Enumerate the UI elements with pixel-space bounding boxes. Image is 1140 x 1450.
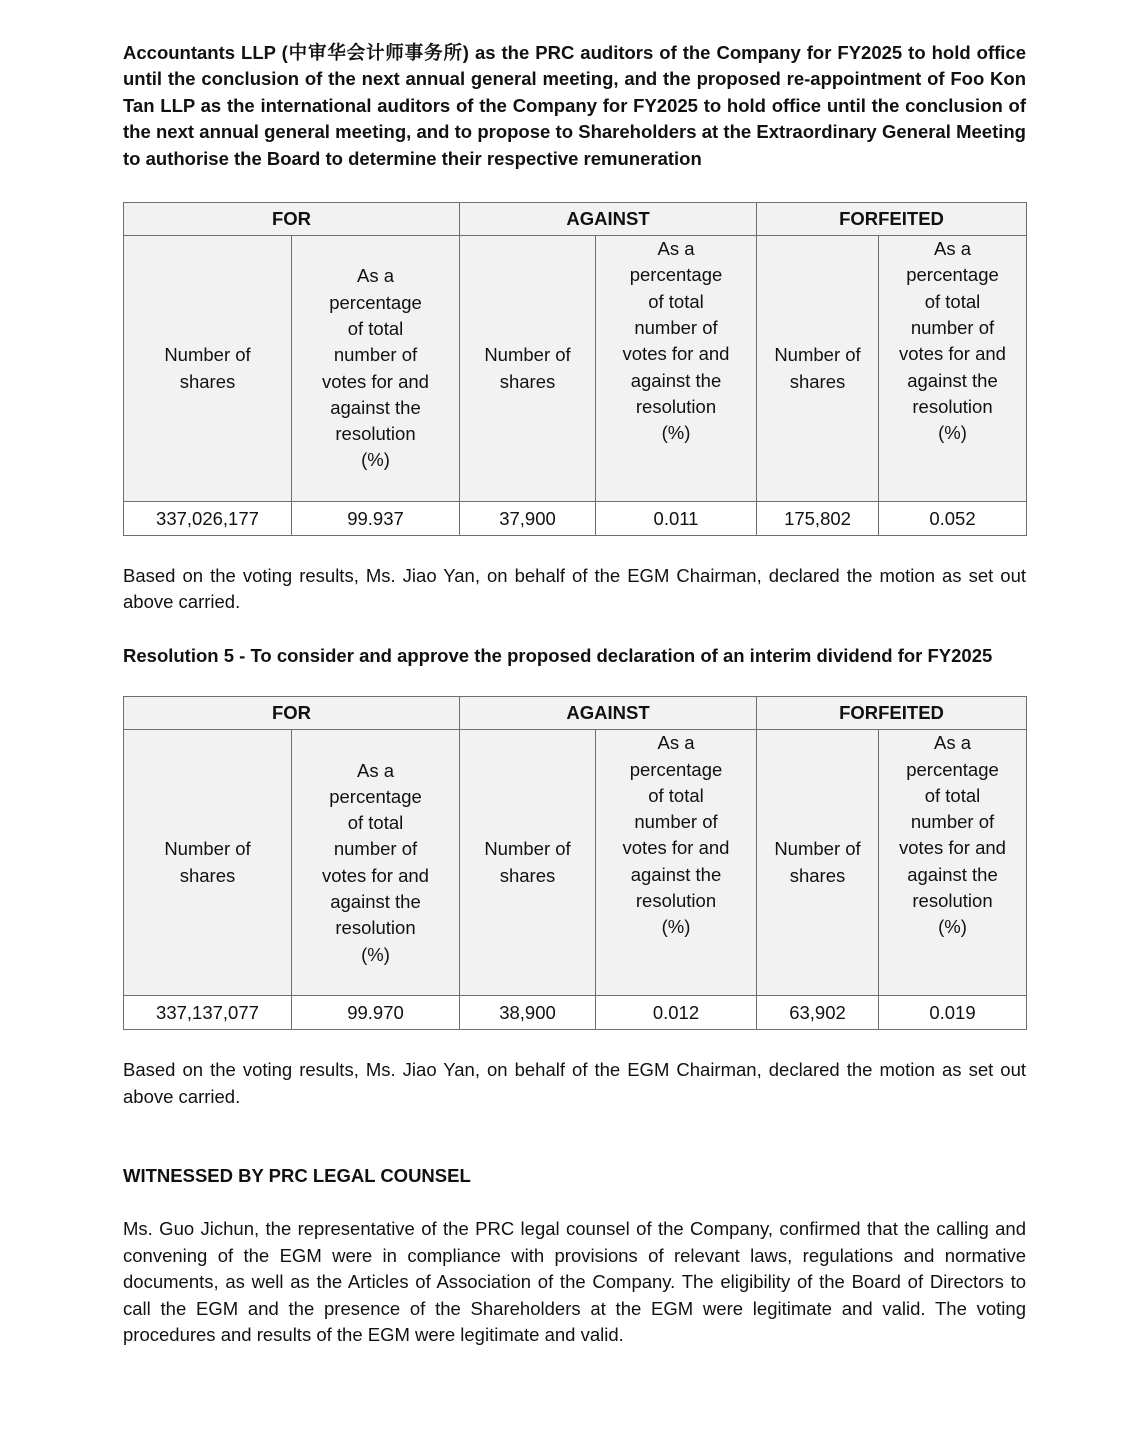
table-subheader-row bbox=[124, 236, 1027, 502]
table-row bbox=[124, 502, 1027, 536]
carried-statement-1: Based on the voting results, Ms. Jiao Yan, on behalf of the EGM Chairman, declared the motion as set out above carried. bbox=[123, 565, 1026, 613]
witness-paragraph: Ms. Guo Jichun, the representative of the PRC legal counsel of the Company, confirmed that the calling and convening of the EGM were in compliance with provisions of relevant laws, regulations and normative documents, as well as the Articles of Association of the Company. The eligibility of the Board of Directors to call the EGM and the presence of the Shareholders at the EGM were legitimate and valid. The voting procedures and results of the EGM were legitimate and valid. bbox=[123, 1218, 1026, 1346]
subheader-forfeited-percent: As a percentage of total number of votes for and against the resolution (%) bbox=[879, 236, 1027, 502]
against-percent-value: 0.011 bbox=[596, 502, 757, 536]
against-percent-value: 0.012 bbox=[596, 996, 757, 1030]
subheader-against-percent: As a percentage of total number of votes for and against the resolution (%) bbox=[596, 730, 757, 996]
subheader-against-shares: Number of shares bbox=[460, 236, 596, 502]
subheader-for-shares: Number of shares bbox=[124, 236, 292, 502]
subheader-for-shares: Number of shares bbox=[124, 730, 292, 996]
for-percent-value: 99.970 bbox=[292, 996, 460, 1030]
header-for: FOR bbox=[124, 697, 460, 730]
subheader-forfeited-shares: Number of shares bbox=[757, 236, 879, 502]
forfeited-shares-value: 175,802 bbox=[757, 502, 879, 536]
for-percent-value: 99.937 bbox=[292, 502, 460, 536]
table-group-header-row bbox=[124, 203, 1027, 236]
intro-paragraph: Accountants LLP (中审华会计师事务所) as the PRC auditors of the Company for FY2025 to hold office until the conclusion of the next annual general meeting, and the proposed re-appointment of Foo Kon Tan LLP as the international auditors of the Company for FY2025 to hold office until the conclusion of the next annual general meeting, and to propose to Shareholders at the Extraordinary General Meeting to authorise the Board to determine their respective remuneration bbox=[123, 42, 1026, 169]
subheader-against-percent: As a percentage of total number of votes for and against the resolution (%) bbox=[596, 236, 757, 502]
witness-heading: WITNESSED BY PRC LEGAL COUNSEL bbox=[123, 1165, 471, 1187]
forfeited-percent-value: 0.052 bbox=[879, 502, 1027, 536]
table-row bbox=[124, 996, 1027, 1030]
forfeited-shares-value: 63,902 bbox=[757, 996, 879, 1030]
against-shares-value: 38,900 bbox=[460, 996, 596, 1030]
header-forfeited: FORFEITED bbox=[757, 697, 1027, 730]
forfeited-percent-value: 0.019 bbox=[879, 996, 1027, 1030]
table-subheader-row bbox=[124, 730, 1027, 996]
resolution5-votes-table bbox=[123, 696, 1027, 1030]
table-group-header-row bbox=[124, 697, 1027, 730]
against-shares-value: 37,900 bbox=[460, 502, 596, 536]
subheader-forfeited-percent: As a percentage of total number of votes for and against the resolution (%) bbox=[879, 730, 1027, 996]
for-shares-value: 337,026,177 bbox=[124, 502, 292, 536]
for-shares-value: 337,137,077 bbox=[124, 996, 292, 1030]
subheader-forfeited-shares: Number of shares bbox=[757, 730, 879, 996]
subheader-for-percent: As a percentage of total number of votes for and against the resolution (%) bbox=[292, 236, 460, 502]
carried-statement-2: Based on the voting results, Ms. Jiao Yan, on behalf of the EGM Chairman, declared the motion as set out above carried. bbox=[123, 1059, 1026, 1107]
header-against: AGAINST bbox=[460, 203, 757, 236]
subheader-for-percent: As a percentage of total number of votes for and against the resolution (%) bbox=[292, 730, 460, 996]
subheader-against-shares: Number of shares bbox=[460, 730, 596, 996]
document-page bbox=[123, 40, 1026, 1349]
header-for: FOR bbox=[124, 203, 460, 236]
header-forfeited: FORFEITED bbox=[757, 203, 1027, 236]
resolution4-votes-table bbox=[123, 202, 1027, 536]
header-against: AGAINST bbox=[460, 697, 757, 730]
resolution5-title: Resolution 5 - To consider and approve the proposed declaration of an interim dividend for FY2025 bbox=[123, 644, 993, 666]
